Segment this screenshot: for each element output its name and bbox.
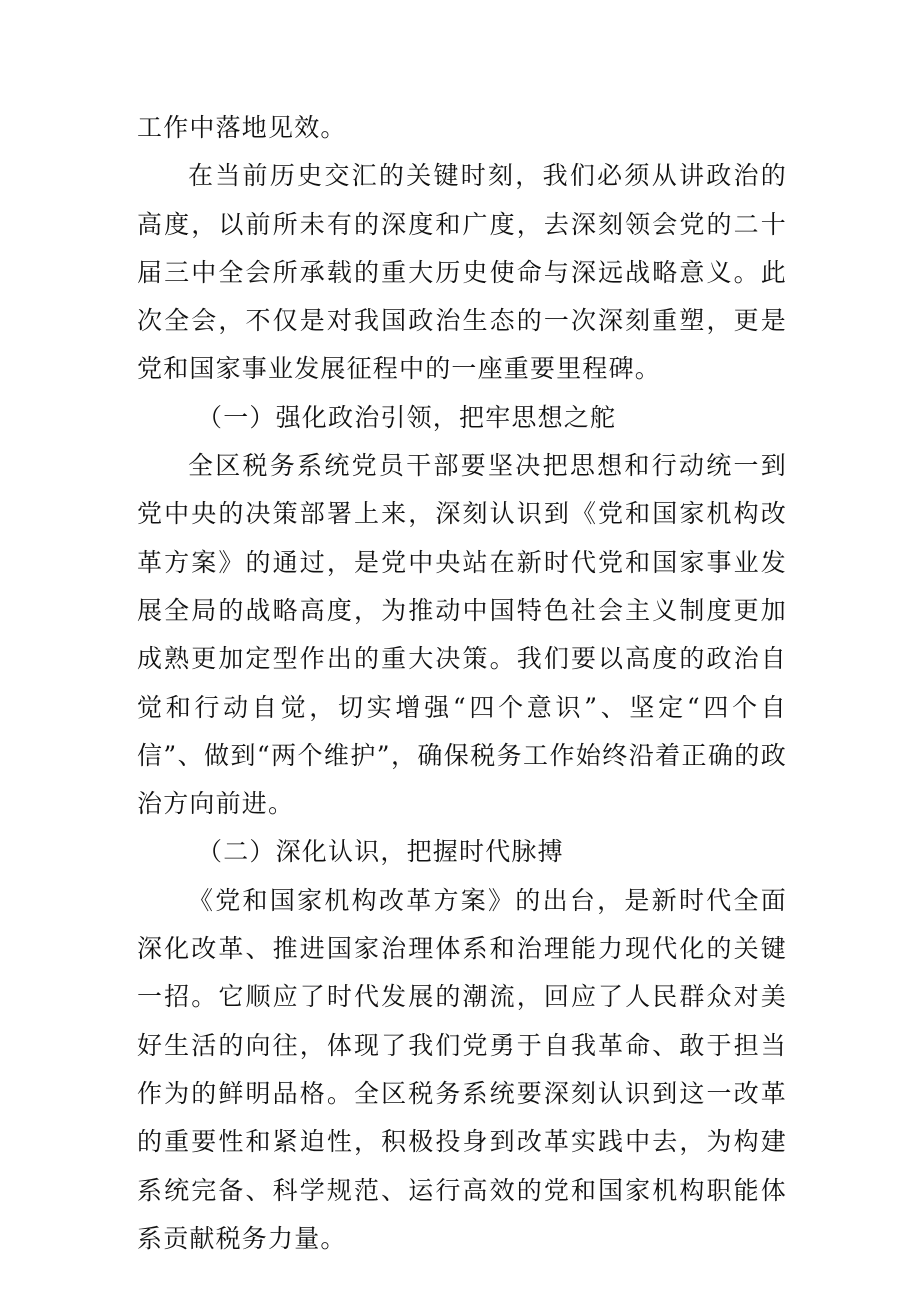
paragraph-continuation: 工作中落地见效。 (137, 113, 347, 142)
document-body (137, 104, 787, 1263)
paragraph-intro: 在当前历史交汇的关键时刻，我们必须从讲政治的高度，以前所未有的深度和广度，去深刻领会党的二十届三中全会所承载的重大历史使命与深远战略意义。此次全会，不仅是对我国政治生态的一次深刻重塑，更是党和国家事业发展征程中的一座重要里程碑。 (137, 161, 787, 384)
section-heading-1: （一）强化政治引领，把牢思想之舵 (197, 402, 617, 432)
paragraph-section-1: 全区税务系统党员干部要坚决把思想和行动统一到党中央的决策部署上来，深刻认识到《党和国家机构改革方案》的通过，是党中央站在新时代党和国家事业发展全局的战略高度，为推动中国特色社会主义制度更加成熟更加定型作出的重大决策。我们要以高度的政治自觉和行动自觉，切实增强“四个意识”、坚定“四个自信”、做到“两个维护”，确保税务工作始终沿着正确的政治方向前进。 (137, 451, 787, 819)
paragraph-section-2: 《党和国家机构改革方案》的出台，是新时代全面深化改革、推进国家治理体系和治理能力现代化的关键一招。它顺应了时代发展的潮流，回应了人民群众对美好生活的向往，体现了我们党勇于自我革命、敢于担当作为的鲜明品格。全区税务系统要深刻认识到这一改革的重要性和紧迫性，积极投身到改革实践中去，为构建系统完备、科学规范、运行高效的党和国家机构职能体系贡献税务力量。 (137, 885, 787, 1253)
section-heading-2: （二）深化认识，把握时代脉搏 (197, 837, 564, 867)
